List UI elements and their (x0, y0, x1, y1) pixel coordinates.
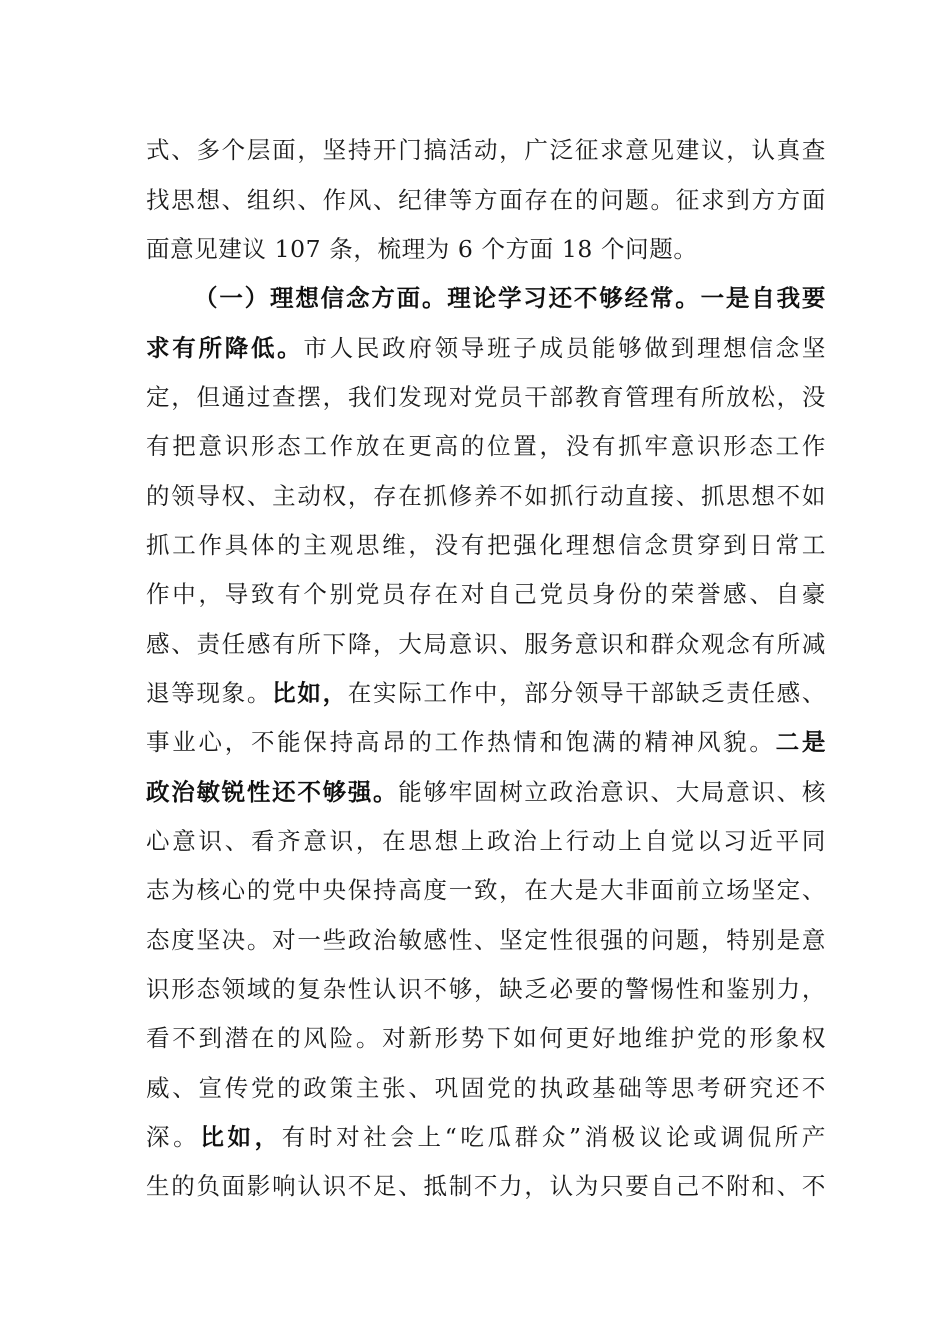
text-line (146, 870, 826, 910)
text-line (146, 1166, 826, 1206)
text-run: 威、宣传党的政策主张、巩固党的执政基础等思考研究还不 (146, 1074, 826, 1102)
bold-text-run: 比如， (272, 679, 348, 707)
text-run: 态度坚决。对一些政治敏感性、坚定性很强的问题，特别是意 (146, 926, 826, 954)
text-line (146, 821, 826, 861)
text-line (146, 525, 826, 565)
text-run: 有时对社会上“吃瓜群众”消极议论或调侃所产 (281, 1123, 826, 1151)
text-run: 心意识、看齐意识，在思想上政治上行动上自觉以习近平同 (146, 827, 826, 855)
text-line (146, 377, 826, 417)
text-line (146, 229, 826, 269)
text-line (146, 624, 826, 664)
text-run: 找思想、组织、作风、纪律等方面存在的问题。征求到方方面 (146, 186, 826, 214)
text-run: 抓工作具体的主观思维，没有把强化理想信念贯穿到日常工 (146, 531, 826, 559)
section-heading-line (194, 278, 826, 318)
text-run: 面意见建议 107 条，梳理为 6 个方面 18 个问题。 (146, 235, 698, 263)
text-run: 定，但通过查摆，我们发现对党员干部教育管理有所放松，没 (146, 383, 826, 411)
text-line (146, 673, 826, 713)
text-line (146, 476, 826, 516)
text-line (146, 426, 826, 466)
text-run: 在实际工作中，部分领导干部缺乏责任感、 (347, 679, 826, 707)
text-run: 能够牢固树立政治意识、大局意识、核 (398, 778, 827, 806)
text-run: 的领导权、主动权，存在抓修养不如抓行动直接、抓思想不如 (146, 482, 826, 510)
bold-text-run: （一）理想信念方面。理论学习还不够经常。一是自我要 (194, 284, 826, 312)
text-run: 退等现象。 (146, 679, 273, 707)
text-line (146, 772, 826, 812)
text-line (146, 130, 826, 170)
text-run: 感、责任感有所下降，大局意识、服务意识和群众观念有所减 (146, 630, 826, 658)
text-run: 识形态领域的复杂性认识不够，缺乏必要的警惕性和鉴别力， (146, 975, 826, 1003)
text-line (146, 1018, 826, 1058)
text-line (146, 574, 826, 614)
bold-text-run: 比如， (200, 1123, 282, 1151)
text-line (146, 969, 826, 1009)
text-run: 事业心，不能保持高昂的工作热情和饱满的精神风貌。 (146, 728, 776, 756)
text-run: 作中，导致有个别党员存在对自己党员身份的荣誉感、自豪 (146, 580, 826, 608)
text-line (146, 920, 826, 960)
text-line (146, 1117, 826, 1157)
text-run: 市人民政府领导班子成员能够做到理想信念坚 (303, 334, 826, 362)
text-run: 深。 (146, 1123, 201, 1151)
text-line (146, 722, 826, 762)
text-run: 志为核心的党中央保持高度一致，在大是大非面前立场坚定、 (146, 876, 826, 904)
text-run: 有把意识形态工作放在更高的位置，没有抓牢意识形态工作 (146, 432, 826, 460)
text-line (146, 328, 826, 368)
text-run: 生的负面影响认识不足、抵制不力，认为只要自己不附和、不 (146, 1172, 826, 1200)
bold-text-run: 二是 (775, 728, 826, 756)
text-line (146, 1068, 826, 1108)
text-run: 式、多个层面，坚持开门搞活动，广泛征求意见建议，认真查 (146, 136, 826, 164)
text-run: 看不到潜在的风险。对新形势下如何更好地维护党的形象权 (146, 1024, 826, 1052)
text-line (146, 180, 826, 220)
bold-text-run: 政治敏锐性还不够强。 (146, 778, 399, 806)
bold-text-run: 求有所降低。 (146, 334, 304, 362)
